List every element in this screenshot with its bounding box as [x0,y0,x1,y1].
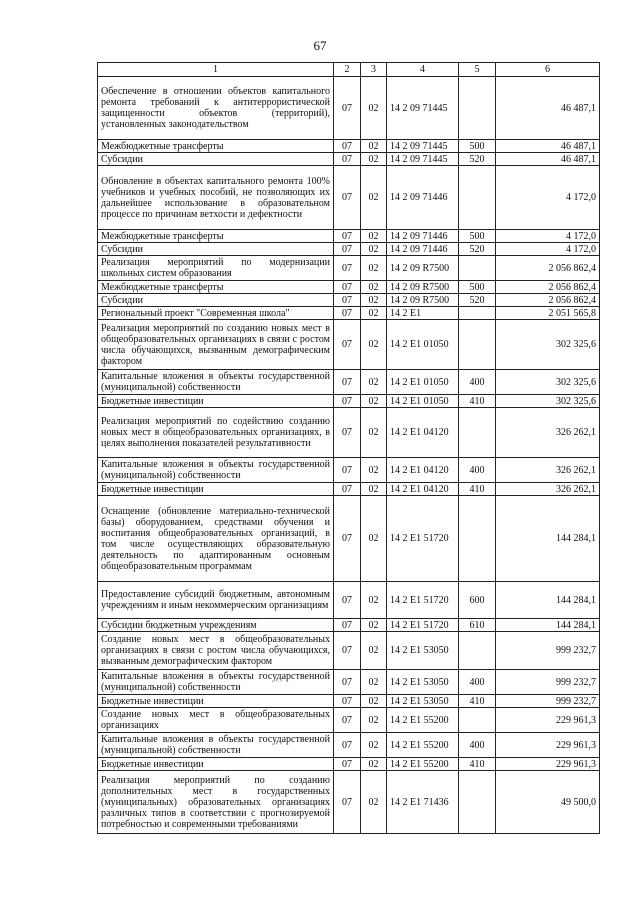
cell-section: 07 [334,256,361,281]
cell-target-article: 14 2 09 R7500 [387,294,459,307]
cell-amount: 302 325,6 [496,370,600,395]
cell-target-article: 14 2 09 71446 [387,230,459,243]
cell-expense-type [459,408,496,458]
cell-expense-type: 520 [459,294,496,307]
page-number: 67 [313,38,327,53]
cell-section: 07 [334,733,361,758]
cell-expense-type [459,77,496,140]
cell-target-article: 14 2 E1 04120 [387,458,459,483]
cell-subsection: 02 [361,166,387,230]
cell-subsection: 02 [361,320,387,370]
cell-section: 07 [334,695,361,708]
cell-name: Капитальные вложения в объекты государственной (муниципальной) собственности [98,670,334,695]
cell-section: 07 [334,758,361,771]
cell-expense-type: 520 [459,153,496,166]
table-row [98,619,600,632]
cell-name: Межбюджетные трансферты [98,281,334,294]
table-row [98,632,600,670]
cell-target-article: 14 2 E1 01050 [387,370,459,395]
table-row [98,395,600,408]
cell-amount: 326 262,1 [496,483,600,496]
table-row [98,153,600,166]
cell-section: 07 [334,458,361,483]
cell-name: Бюджетные инвестиции [98,395,334,408]
cell-target-article: 14 2 E1 53050 [387,670,459,695]
cell-name: Реализация мероприятий по созданию дополнительных мест в государственных (муниципальных) образовательных организациях различных типов в соответствии с прогнозируемой потребностью и современными требованиями [98,771,334,834]
budget-table [97,62,600,834]
table-row [98,733,600,758]
cell-section: 07 [334,294,361,307]
header-col-amount: 6 [496,63,600,77]
cell-target-article: 14 2 09 71446 [387,243,459,256]
cell-name: Обеспечение в отношении объектов капитального ремонта требований к антитеррористической защищенности объектов (территорий), установленных законодательством [98,77,334,140]
cell-name: Обновление в объектах капитального ремонта 100% учебников и учебных пособий, не позволяющих их дальнейшее использование в образовательном процессе по причинам ветхости и дефектности [98,166,334,230]
cell-expense-type: 410 [459,483,496,496]
cell-expense-type [459,708,496,733]
cell-section: 07 [334,320,361,370]
cell-amount: 46 487,1 [496,153,600,166]
cell-target-article: 14 2 09 R7500 [387,281,459,294]
cell-subsection: 02 [361,153,387,166]
table-row [98,670,600,695]
cell-target-article: 14 2 09 71445 [387,77,459,140]
cell-target-article: 14 2 E1 04120 [387,483,459,496]
cell-expense-type: 410 [459,695,496,708]
cell-target-article: 14 2 E1 01050 [387,320,459,370]
cell-name: Субсидии бюджетным учреждениям [98,619,334,632]
cell-name: Бюджетные инвестиции [98,695,334,708]
cell-name: Реализация мероприятий по созданию новых мест в общеобразовательных организациях в связи с ростом числа обучающихся, вызванным демографическим фактором [98,320,334,370]
cell-name: Реализация мероприятий по модернизации школьных систем образования [98,256,334,281]
cell-expense-type [459,256,496,281]
cell-name: Капитальные вложения в объекты государственной (муниципальной) собственности [98,733,334,758]
cell-section: 07 [334,582,361,619]
cell-name: Межбюджетные трансферты [98,230,334,243]
header-col-subsection: 3 [361,63,387,77]
cell-name: Капитальные вложения в объекты государственной (муниципальной) собственности [98,370,334,395]
cell-amount: 49 500,0 [496,771,600,834]
cell-subsection: 02 [361,733,387,758]
table-row [98,370,600,395]
cell-expense-type: 520 [459,243,496,256]
cell-amount: 999 232,7 [496,695,600,708]
cell-subsection: 02 [361,708,387,733]
cell-subsection: 02 [361,758,387,771]
table-row [98,166,600,230]
cell-section: 07 [334,166,361,230]
cell-target-article: 14 2 E1 01050 [387,395,459,408]
cell-expense-type: 400 [459,370,496,395]
cell-expense-type: 600 [459,582,496,619]
cell-subsection: 02 [361,408,387,458]
cell-section: 07 [334,230,361,243]
cell-expense-type: 500 [459,230,496,243]
table-header-row [98,63,600,77]
table-row [98,708,600,733]
header-col-expense-type: 5 [459,63,496,77]
cell-amount: 2 056 862,4 [496,256,600,281]
cell-subsection: 02 [361,582,387,619]
cell-expense-type: 410 [459,758,496,771]
cell-target-article: 14 2 E1 55200 [387,758,459,771]
cell-subsection: 02 [361,632,387,670]
cell-subsection: 02 [361,230,387,243]
cell-amount: 229 961,3 [496,733,600,758]
cell-amount: 46 487,1 [496,77,600,140]
cell-section: 07 [334,670,361,695]
cell-amount: 229 961,3 [496,708,600,733]
cell-target-article: 14 2 E1 51720 [387,619,459,632]
table-row [98,256,600,281]
cell-amount: 144 284,1 [496,582,600,619]
cell-name: Региональный проект "Современная школа" [98,307,334,320]
cell-target-article: 14 2 E1 51720 [387,496,459,582]
header-col-name: 1 [98,63,334,77]
cell-section: 07 [334,281,361,294]
cell-target-article: 14 2 09 71445 [387,140,459,153]
cell-target-article: 14 2 09 71445 [387,153,459,166]
cell-target-article: 14 2 E1 55200 [387,708,459,733]
table-body [98,77,600,834]
cell-amount: 4 172,0 [496,243,600,256]
cell-amount: 999 232,7 [496,632,600,670]
cell-subsection: 02 [361,619,387,632]
cell-subsection: 02 [361,771,387,834]
cell-amount: 144 284,1 [496,496,600,582]
cell-section: 07 [334,483,361,496]
cell-target-article: 14 2 E1 [387,307,459,320]
table-row [98,758,600,771]
table-row [98,294,600,307]
cell-expense-type [459,320,496,370]
cell-section: 07 [334,243,361,256]
table-row [98,408,600,458]
cell-name: Реализация мероприятий по содействию созданию новых мест в общеобразовательных организациях, в целях выполнения показателей результативности [98,408,334,458]
cell-amount: 2 056 862,4 [496,294,600,307]
header-col-section: 2 [334,63,361,77]
table-row [98,458,600,483]
cell-target-article: 14 2 09 R7500 [387,256,459,281]
cell-section: 07 [334,771,361,834]
table-row [98,320,600,370]
cell-amount: 326 262,1 [496,458,600,483]
cell-target-article: 14 2 E1 71436 [387,771,459,834]
cell-subsection: 02 [361,395,387,408]
cell-name: Предоставление субсидий бюджетным, автономным учреждениям и иным некоммерческим организациям [98,582,334,619]
cell-subsection: 02 [361,670,387,695]
cell-name: Капитальные вложения в объекты государственной (муниципальной) собственности [98,458,334,483]
cell-section: 07 [334,395,361,408]
table-row [98,483,600,496]
cell-expense-type: 400 [459,670,496,695]
header-col-target-article: 4 [387,63,459,77]
table-row [98,281,600,294]
cell-expense-type: 500 [459,281,496,294]
cell-amount: 2 051 565,8 [496,307,600,320]
cell-expense-type [459,166,496,230]
table-row [98,496,600,582]
cell-expense-type: 610 [459,619,496,632]
cell-expense-type: 500 [459,140,496,153]
cell-subsection: 02 [361,370,387,395]
table-row [98,771,600,834]
cell-target-article: 14 2 E1 55200 [387,733,459,758]
cell-subsection: 02 [361,256,387,281]
table-row [98,140,600,153]
cell-name: Создание новых мест в общеобразовательных организациях в связи с ростом числа обучающихся, вызванным демографическим фактором [98,632,334,670]
cell-amount: 2 056 862,4 [496,281,600,294]
cell-subsection: 02 [361,307,387,320]
cell-subsection: 02 [361,294,387,307]
cell-amount: 144 284,1 [496,619,600,632]
cell-expense-type [459,307,496,320]
cell-name: Бюджетные инвестиции [98,758,334,771]
cell-subsection: 02 [361,458,387,483]
cell-target-article: 14 2 E1 53050 [387,695,459,708]
cell-name: Субсидии [98,294,334,307]
cell-section: 07 [334,370,361,395]
cell-amount: 46 487,1 [496,140,600,153]
cell-amount: 4 172,0 [496,230,600,243]
cell-section: 07 [334,408,361,458]
table-row [98,230,600,243]
cell-subsection: 02 [361,496,387,582]
cell-subsection: 02 [361,281,387,294]
cell-amount: 229 961,3 [496,758,600,771]
cell-amount: 302 325,6 [496,395,600,408]
cell-name: Субсидии [98,153,334,166]
table-row [98,307,600,320]
cell-amount: 999 232,7 [496,670,600,695]
table-row [98,582,600,619]
cell-target-article: 14 2 E1 51720 [387,582,459,619]
cell-expense-type [459,632,496,670]
cell-section: 07 [334,153,361,166]
cell-section: 07 [334,619,361,632]
cell-section: 07 [334,708,361,733]
cell-section: 07 [334,140,361,153]
cell-subsection: 02 [361,243,387,256]
cell-name: Субсидии [98,243,334,256]
cell-amount: 302 325,6 [496,320,600,370]
cell-subsection: 02 [361,140,387,153]
cell-target-article: 14 2 09 71446 [387,166,459,230]
cell-amount: 4 172,0 [496,166,600,230]
table-row [98,77,600,140]
cell-expense-type: 400 [459,733,496,758]
cell-expense-type [459,496,496,582]
cell-amount: 326 262,1 [496,408,600,458]
cell-target-article: 14 2 E1 53050 [387,632,459,670]
cell-name: Бюджетные инвестиции [98,483,334,496]
cell-expense-type: 410 [459,395,496,408]
cell-section: 07 [334,307,361,320]
cell-subsection: 02 [361,695,387,708]
table-row [98,695,600,708]
cell-section: 07 [334,77,361,140]
cell-name: Оснащение (обновление материально-технической базы) оборудованием, средствами обучения и воспитания общеобразовательных организаций, в том числе осуществляющих образовательную деятельность по адаптированным основным общеобразовательным программам [98,496,334,582]
cell-section: 07 [334,496,361,582]
cell-target-article: 14 2 E1 04120 [387,408,459,458]
table-row [98,243,600,256]
cell-subsection: 02 [361,483,387,496]
cell-section: 07 [334,632,361,670]
cell-subsection: 02 [361,77,387,140]
cell-expense-type [459,771,496,834]
cell-name: Создание новых мест в общеобразовательных организациях [98,708,334,733]
cell-name: Межбюджетные трансферты [98,140,334,153]
cell-expense-type: 400 [459,458,496,483]
